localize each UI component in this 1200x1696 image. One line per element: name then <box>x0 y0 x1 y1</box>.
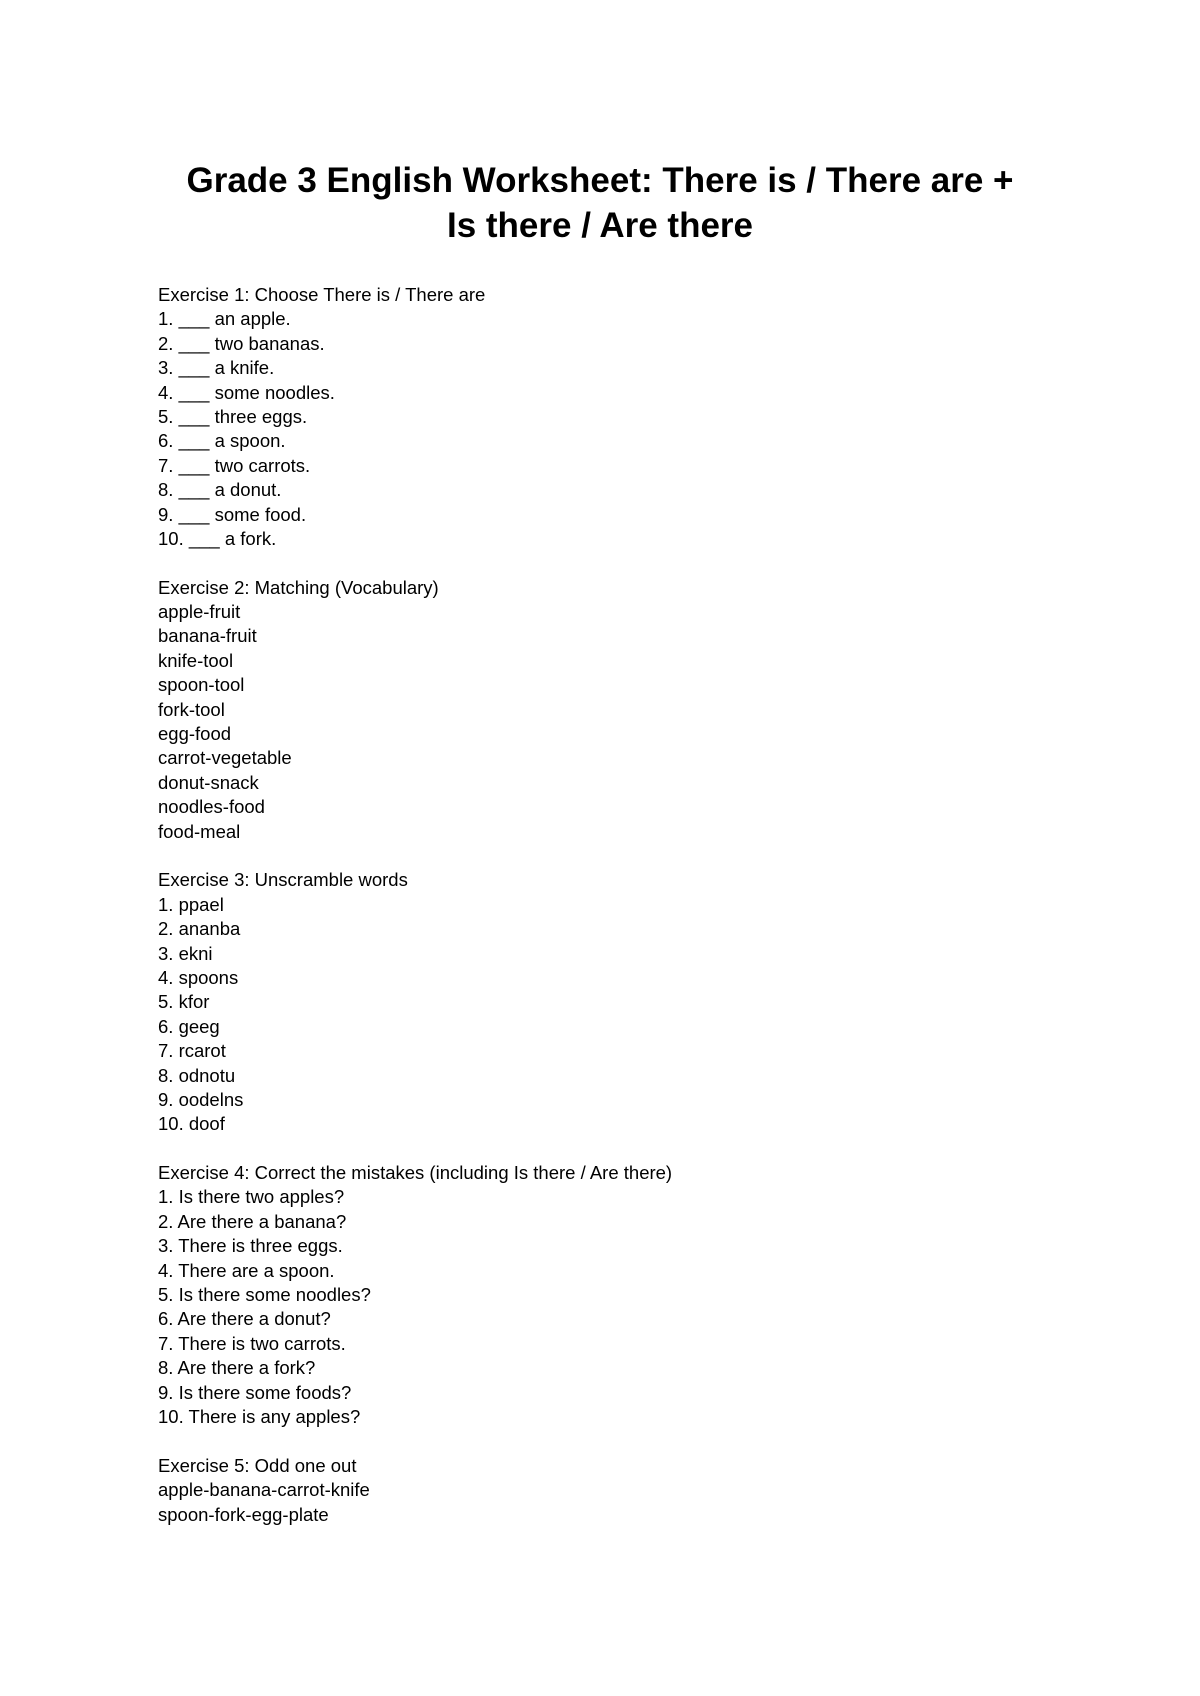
exercise-2 <box>158 576 1058 844</box>
exercise-3-item: 10. doof <box>158 1113 225 1135</box>
exercise-2-item: spoon-tool <box>158 674 245 696</box>
exercise-2-item: donut-snack <box>158 771 259 793</box>
exercise-1 <box>158 283 1058 551</box>
exercise-2-item: apple-fruit <box>158 601 241 623</box>
exercise-1-item: 4. ___ some noodles. <box>158 381 335 403</box>
exercise-4-item: 3. There is three eggs. <box>158 1235 343 1257</box>
exercise-3-item: 5. kfor <box>158 991 210 1013</box>
exercise-5-item: spoon-fork-egg-plate <box>158 1503 329 1525</box>
exercise-3 <box>158 868 1058 1136</box>
exercise-2-item: carrot-vegetable <box>158 747 292 769</box>
exercise-5 <box>158 1454 1058 1527</box>
exercise-1-heading: Exercise 1: Choose There is / There are <box>158 284 486 305</box>
exercise-2-item: noodles-food <box>158 796 265 818</box>
exercise-4-item: 7. There is two carrots. <box>158 1332 346 1354</box>
exercise-3-item: 4. spoons <box>158 966 239 988</box>
exercise-1-item: 6. ___ a spoon. <box>158 430 286 452</box>
exercise-3-item: 7. rcarot <box>158 1040 226 1062</box>
exercise-1-item: 10. ___ a fork. <box>158 527 277 549</box>
exercise-4 <box>158 1161 1058 1429</box>
exercise-3-item: 3. ekni <box>158 942 213 964</box>
exercise-2-item: knife-tool <box>158 649 234 671</box>
worksheet-content <box>158 283 1058 1551</box>
exercise-5-heading: Exercise 5: Odd one out <box>158 1454 357 1476</box>
exercise-3-item: 2. ananba <box>158 918 241 940</box>
title-line-2: Is there / Are there <box>446 206 754 245</box>
exercise-4-item: 4. There are a spoon. <box>158 1259 335 1281</box>
exercise-4-item: 8. Are there a fork? <box>158 1357 316 1379</box>
exercise-1-item: 7. ___ two carrots. <box>158 454 311 476</box>
exercise-1-item: 8. ___ a donut. <box>158 479 282 501</box>
exercise-3-item: 9. oodelns <box>158 1088 244 1110</box>
exercise-4-heading: Exercise 4: Correct the mistakes (including Is there / Are there) <box>158 1162 673 1184</box>
exercise-1-item: 3. ___ a knife. <box>158 357 275 379</box>
exercise-2-item: banana-fruit <box>158 625 257 647</box>
exercise-2-item: egg-food <box>158 723 232 745</box>
exercise-3-item: 1. ppael <box>158 893 224 915</box>
exercise-2-item: food-meal <box>158 820 241 842</box>
page-title <box>0 158 1200 248</box>
exercise-5-item: apple-banana-carrot-knife <box>158 1479 370 1501</box>
exercise-4-item: 10. There is any apples? <box>158 1405 361 1427</box>
exercise-3-heading: Exercise 3: Unscramble words <box>158 869 408 891</box>
exercise-2-heading: Exercise 2: Matching (Vocabulary) <box>158 576 439 598</box>
exercise-1-item: 2. ___ two bananas. <box>158 332 325 354</box>
exercise-1-item: 1. ___ an apple. <box>158 308 291 330</box>
exercise-1-item: 9. ___ some food. <box>158 503 307 525</box>
title-line-1: Grade 3 English Worksheet: There is / There are + <box>186 161 1014 200</box>
exercise-4-item: 9. Is there some foods? <box>158 1381 352 1403</box>
exercise-1-item: 5. ___ three eggs. <box>158 405 308 427</box>
exercise-4-item: 6. Are there a donut? <box>158 1308 331 1330</box>
exercise-4-item: 5. Is there some noodles? <box>158 1284 371 1306</box>
exercise-4-item: 2. Are there a banana? <box>158 1210 347 1232</box>
exercise-4-item: 1. Is there two apples? <box>158 1186 345 1208</box>
exercise-3-item: 8. odnotu <box>158 1064 236 1086</box>
exercise-3-item: 6. geeg <box>158 1015 220 1037</box>
exercise-2-item: fork-tool <box>158 698 225 720</box>
